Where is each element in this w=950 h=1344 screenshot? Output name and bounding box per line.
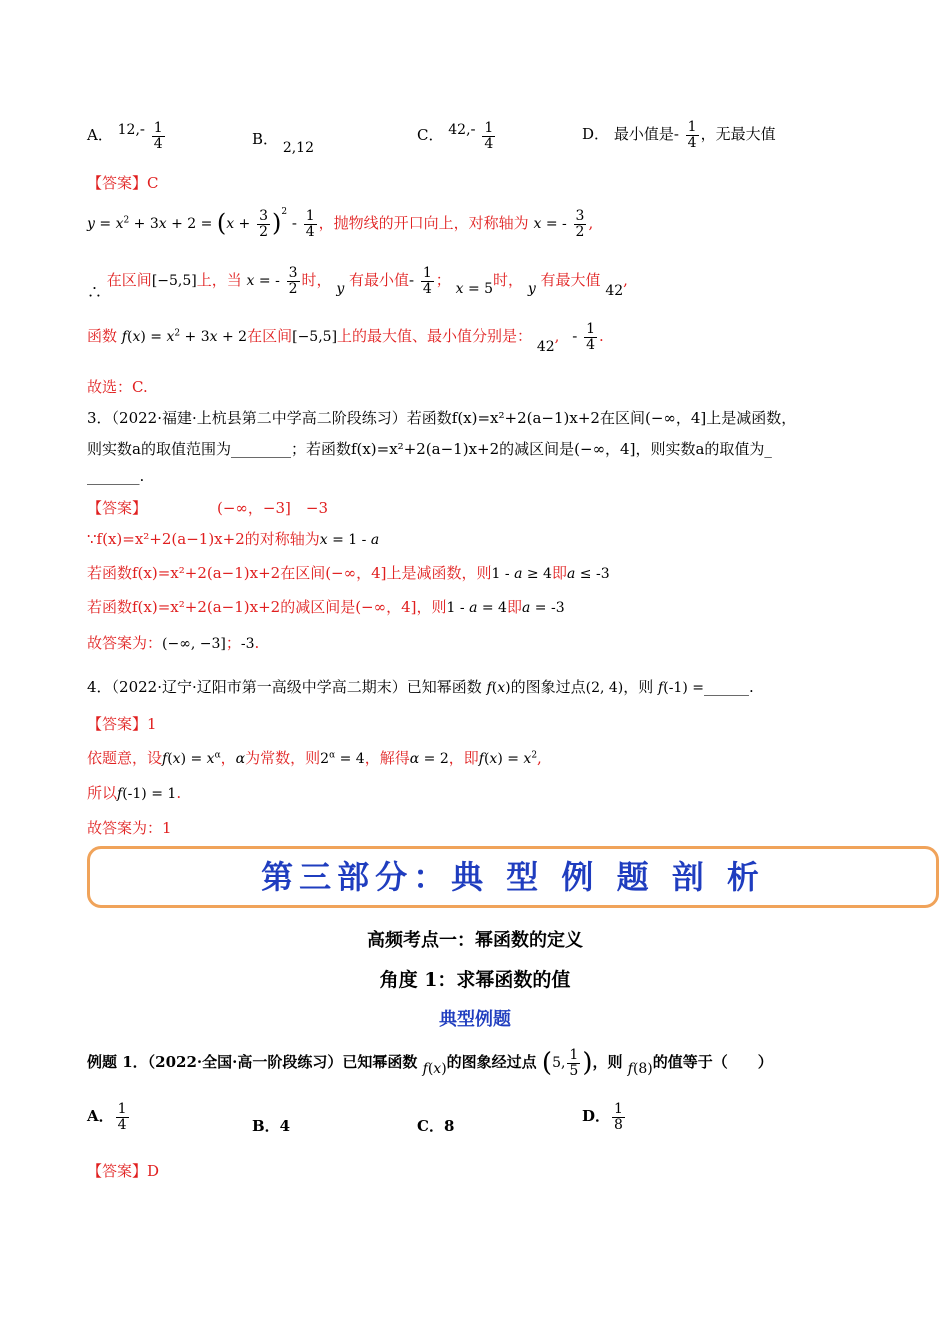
option-c: C． 42,- $\frac{1}{4}$ xyxy=(417,119,494,152)
example1-answer: 【答案】D xyxy=(87,1162,160,1180)
example1-option-c: C．8 xyxy=(417,1117,455,1135)
q3-solution-line1: ∵f(x)=x²+2(a−1)x+2的对称轴为x = 1 - a xyxy=(87,530,380,548)
q2-answer-tag: 【答案】C xyxy=(87,174,159,192)
topic-heading: 高频考点一：幂函数的定义 xyxy=(367,930,583,951)
option-a-fraction: $\frac{1}{4}$ xyxy=(153,119,163,152)
q4-stem: 4．（2022·辽宁·辽阳市第一高级中学高二期末）已知幂函数 f(x)的图象过点(2, 4)，则 f(-1) =______. xyxy=(87,678,754,696)
section-banner: 第三部分：典 型 例 题 剖 析 xyxy=(87,846,939,908)
angle-heading: 角度 1：求幂函数的值 xyxy=(379,969,571,991)
option-c-fraction: $\frac{1}{4}$ xyxy=(484,119,494,152)
q2-solution-line2: ∴ 在区间[−5,5]上，当 x = - $\frac{3}{2}$ 时， y 有最小值- $\frac{1}{4}$ ； x = 5时， y 有最大值 42, xyxy=(87,265,628,302)
q3-solution-line2: 若函数f(x)=x²+2(a−1)x+2在区间(−∞，4]上是减函数，则1 - a ≥ 4即a ≤ -3 xyxy=(87,564,610,582)
option-b: B． 2,12 xyxy=(252,130,314,156)
q4-conclusion: 故答案为：1 xyxy=(87,819,172,837)
example1-option-b: B．4 xyxy=(252,1117,291,1135)
q2-solution-line1: $y = x^2 + 3x + 2 = (x$ + $\frac{3}{2}$ )$^2$ - $\frac{1}{4}$ ，抛物线的开口向上，对称轴为 x = - $\frac{3}{2}$ , xyxy=(87,207,594,240)
q3-answer: 【答案】 (−∞，−3] −3 xyxy=(87,499,329,517)
option-d: D． 最小值是- $\frac{1}{4}$ ，无最大值 xyxy=(582,119,776,151)
q2-conclusion: 故选：C. xyxy=(87,378,148,396)
example1-option-d: D． $\frac{1}{8}$ xyxy=(582,1101,623,1133)
option-d-fraction: $\frac{1}{4}$ xyxy=(687,119,697,151)
option-a: A． 12,- $\frac{1}{4}$ xyxy=(87,119,163,152)
typical-example-heading: 典型例题 xyxy=(439,1009,511,1030)
q4-answer-tag: 【答案】1 xyxy=(87,715,157,733)
q3-stem-line2: 则实数a的取值范围为________；若函数f(x)=x²+2(a−1)x+2的减区间是(−∞，4]，则实数a的取值为_ xyxy=(87,440,772,458)
example1-stem: 例题 1．（2022·全国·高一阶段练习）已知幂函数 f(x)的图象经过点 (5, $\frac{1}{5}$ )，则 f(8)的值等于（ ） xyxy=(87,1047,773,1079)
q3-solution-line3: 若函数f(x)=x²+2(a−1)x+2的减区间是(−∞，4]，则1 - a = 4即a = -3 xyxy=(87,598,565,616)
q4-solution-line2: 所以f(-1) = 1. xyxy=(87,784,182,802)
q4-solution-line1: 依题意，设$f(x) = x^\alpha$，α为常数，则$2^\alpha = 4$，解得α = 2，即$f(x) = x^2$, xyxy=(87,749,542,767)
q3-conclusion: 故答案为：(−∞, −3]；-3. xyxy=(87,634,260,652)
q3-stem-line3: _______. xyxy=(87,467,145,485)
example1-option-a: A． $\frac{1}{4}$ xyxy=(87,1101,127,1133)
q3-stem-line1: 3．（2022·福建·上杭县第二中学高二阶段练习）若函数f(x)=x²+2(a−1)x+2在区间(−∞，4]上是减函数， xyxy=(87,409,797,427)
q2-solution-line3: 函数 $f(x) = x^2 + 3x + 2$在区间[−5,5]上的最大值、最小值分别是： 42, - $\frac{1}{4}$ . xyxy=(87,321,604,356)
